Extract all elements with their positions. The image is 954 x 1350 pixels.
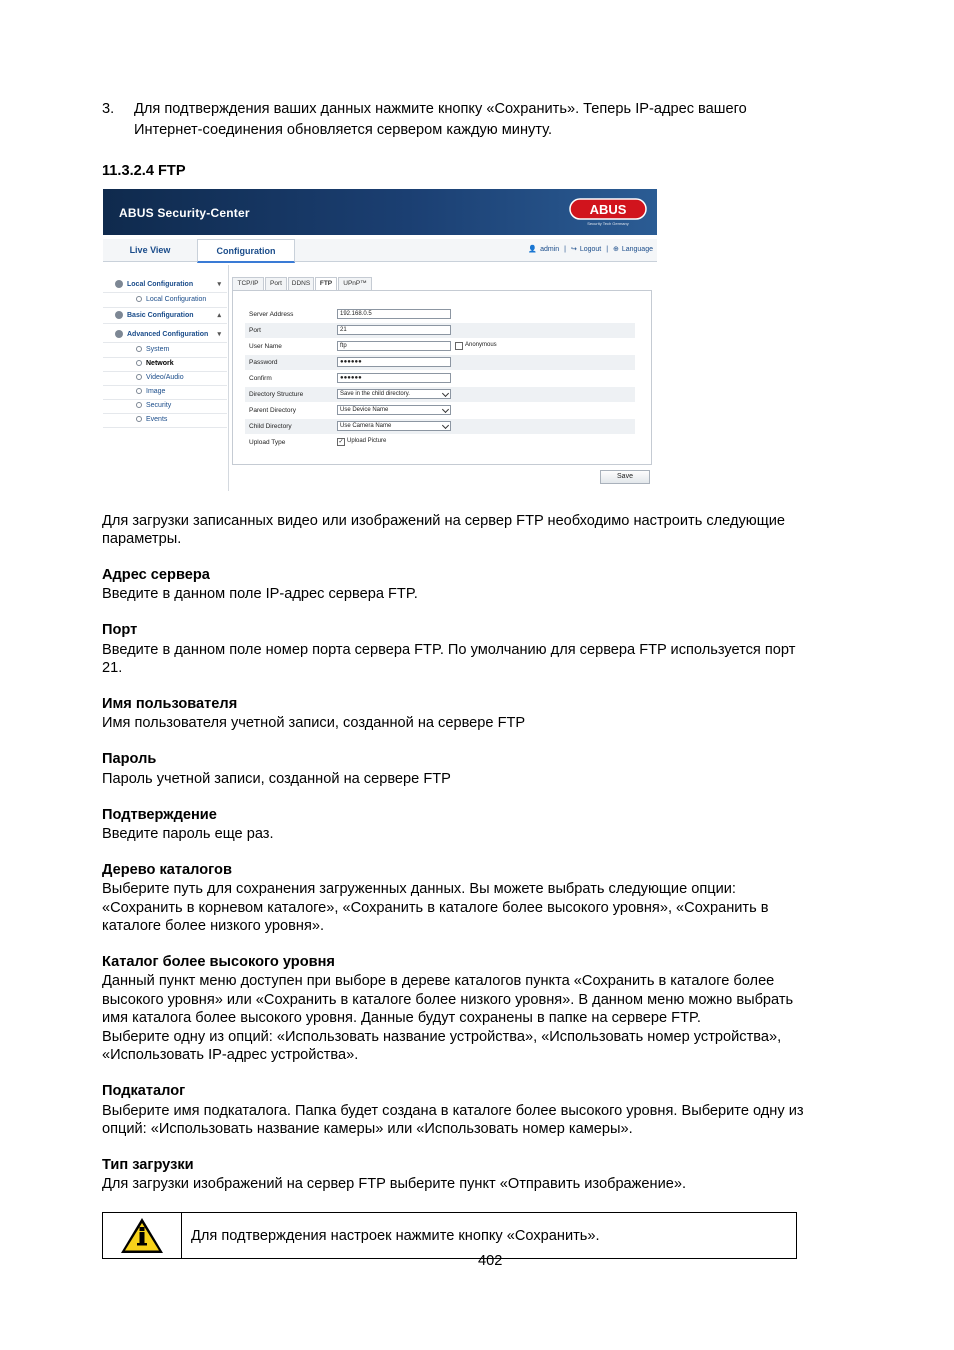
heading-server-address: Адрес сервера [102,567,210,583]
anonymous-label: Anonymous [465,342,497,348]
row-child-directory [249,419,657,435]
text-parent-line-2: высокого уровня» или «Сохранить в каталоге более низкого уровня». В данном меню можно выбрать [102,992,794,1008]
app-header [103,189,657,235]
text-tree-line-1: Выберите путь для сохранения загруженных данных. Вы можете выбрать следующие опции: [102,881,736,897]
heading-user-name: Имя пользователя [102,696,238,712]
tab-live-view[interactable]: Live View [129,245,171,255]
heading-port: Порт [102,622,138,638]
page-number: 402 [478,1253,503,1269]
text-confirm: Введите пароль еще раз. [102,826,274,842]
sidebar-item-image[interactable]: Image [103,385,227,400]
para1-line-1: Для загрузки записанных видео или изображений на сервер FTP необходимо настроить следующие [102,513,785,529]
save-button[interactable]: Save [600,470,650,484]
row-upload-type [249,435,657,451]
heading-subdirectory: Подкаталог [102,1083,186,1099]
heading-directory-tree: Дерево каталогов [102,862,232,878]
port-label: Port [249,327,261,334]
globe-icon: ⊕ [612,246,619,253]
sidebar-advanced-configuration[interactable]: Advanced Configuration ▾ [103,328,227,343]
wrench-icon [115,330,123,338]
heading-parent-directory: Каталог более высокого уровня [102,954,335,970]
heading-confirm: Подтверждение [102,807,217,823]
ftp-config-screenshot [103,189,657,491]
confirm-input[interactable]: ●●●●●● [337,373,451,383]
sidebar-basic-configuration[interactable]: Basic Configuration ▴ [103,309,227,324]
text-tree-line-2: «Сохранить в корневом каталоге», «Сохранить в каталоге более высокого уровня», «Сохранить в [102,900,769,916]
nav-separator: | [564,246,566,253]
bullet-icon [136,374,142,380]
para1-line-2: параметры. [102,531,182,547]
section-heading: 11.3.2.4 FTP [102,163,186,179]
tab-ftp[interactable]: FTP [315,277,337,291]
text-port-line-1: Введите в данном поле номер порта сервера FTP. По умолчанию для сервера FTP используется порт [102,642,796,658]
abus-logo [569,198,647,226]
gear-icon [115,311,123,319]
child-directory-select[interactable]: Use Camera Name [337,421,451,431]
parent-directory-select[interactable]: Use Device Name [337,405,451,415]
password-input[interactable]: ●●●●●● [337,357,451,367]
nav-logout[interactable]: Logout [579,246,602,253]
bullet-icon [136,388,142,394]
child-directory-label: Child Directory [249,423,292,430]
list-number: 3. [102,101,115,117]
user-name-label: User Name [249,343,282,350]
text-server-address: Введите в данном поле IP-адрес сервера FTP. [102,586,418,602]
tab-ddns[interactable]: DDNS [288,277,314,291]
upload-picture-checkbox[interactable]: ✓ [338,439,344,445]
sidebar-item-local-configuration[interactable]: Local Configuration [103,293,227,308]
row-confirm [249,371,657,387]
sidebar-item-network[interactable]: Network [103,357,227,372]
confirm-label: Confirm [249,375,272,382]
sidebar [103,265,229,491]
text-parent-line-1: Данный пункт меню доступен при выборе в дереве каталогов пункта «Сохранить в каталоге более [102,973,775,989]
nav-right [525,239,653,261]
sidebar-item-system[interactable]: System [103,343,227,358]
directory-structure-label: Directory Structure [249,391,304,398]
row-password [249,355,657,371]
warning-note [102,1212,797,1259]
sidebar-item-security[interactable]: Security [103,399,227,414]
user-name-input[interactable]: ftp [337,341,451,351]
text-port-line-2: 21. [102,660,123,676]
text-parent-line-3: имя каталога более высокого уровня. Данные будут сохранены в папке на сервере FTP. [102,1010,701,1026]
parent-directory-label: Parent Directory [249,407,296,414]
ftp-settings-panel [232,290,652,465]
text-upload-type: Для загрузки изображений на сервер FTP выберите пункт «Отправить изображение». [102,1176,687,1192]
text-sub-line-2: опций: «Использовать название камеры» или «Использовать номер камеры». [102,1121,633,1137]
server-address-input[interactable]: 192.168.0.5 [337,309,451,319]
row-server-address [249,307,657,323]
monitor-icon [115,280,123,288]
upload-picture-label: Upload Picture [347,438,387,444]
logout-icon: ↪ [570,246,577,253]
nav-separator-2: | [606,246,609,253]
sidebar-local-configuration[interactable]: Local Configuration ▾ [103,278,227,293]
tab-upnp[interactable]: UPnP™ [338,277,372,291]
tab-configuration[interactable]: Configuration [197,239,295,263]
logo-text: ABUS [589,202,627,217]
bullet-icon [136,296,142,302]
password-label: Password [249,359,278,366]
row-user-name [249,339,657,355]
port-input[interactable]: 21 [337,325,451,335]
tab-tcpip[interactable]: TCP/IP [232,277,264,291]
text-user-name: Имя пользователя учетной записи, созданной на сервере FTP [102,715,526,731]
app-title: ABUS Security-Center [119,206,250,220]
text-sub-line-1: Выберите имя подкаталога. Папка будет создана в каталоге более высокого уровня. Выберите одну из [102,1103,804,1119]
intro-line-2: Интернет-соединения обновляется сервером каждую минуту. [134,122,553,138]
anonymous-checkbox[interactable] [455,342,463,350]
bullet-icon [136,360,142,366]
heading-password: Пароль [102,751,157,767]
text-parent-line-5: «Использовать IP-адрес устройства». [102,1047,359,1063]
row-parent-directory [249,403,657,419]
warning-icon [103,1213,181,1258]
nav-user[interactable]: admin [540,246,560,253]
text-tree-line-3: каталоге более низкого уровня». [102,918,325,934]
server-address-label: Server Address [249,311,294,318]
bullet-icon [136,402,142,408]
logo-sub: Security Tech Germany [587,221,629,226]
row-directory-structure [249,387,657,403]
intro-line-1: Для подтверждения ваших данных нажмите кнопку «Сохранить». Теперь IP-адрес вашего [134,101,747,117]
nav-language[interactable]: Language [621,246,653,253]
warning-text: Для подтверждения настроек нажмите кнопку «Сохранить». [191,1228,600,1244]
sidebar-item-video-audio[interactable]: Video/Audio [103,371,227,386]
directory-structure-select[interactable]: Save in the child directory. [337,389,451,399]
user-icon: 👤 [528,246,538,253]
text-parent-line-4: Выберите одну из опций: «Использовать название устройства», «Использовать номер устройства», [102,1029,782,1045]
upload-type-label: Upload Type [249,439,286,446]
tab-port[interactable]: Port [265,277,287,291]
bullet-icon [136,416,142,422]
top-nav [103,239,657,262]
warning-icon-cell [103,1213,182,1258]
text-password: Пароль учетной записи, созданной на сервере FTP [102,771,451,787]
sidebar-item-events[interactable]: Events [103,413,227,428]
bullet-icon [136,346,142,352]
row-port [249,323,657,339]
heading-upload-type: Тип загрузки [102,1157,194,1173]
